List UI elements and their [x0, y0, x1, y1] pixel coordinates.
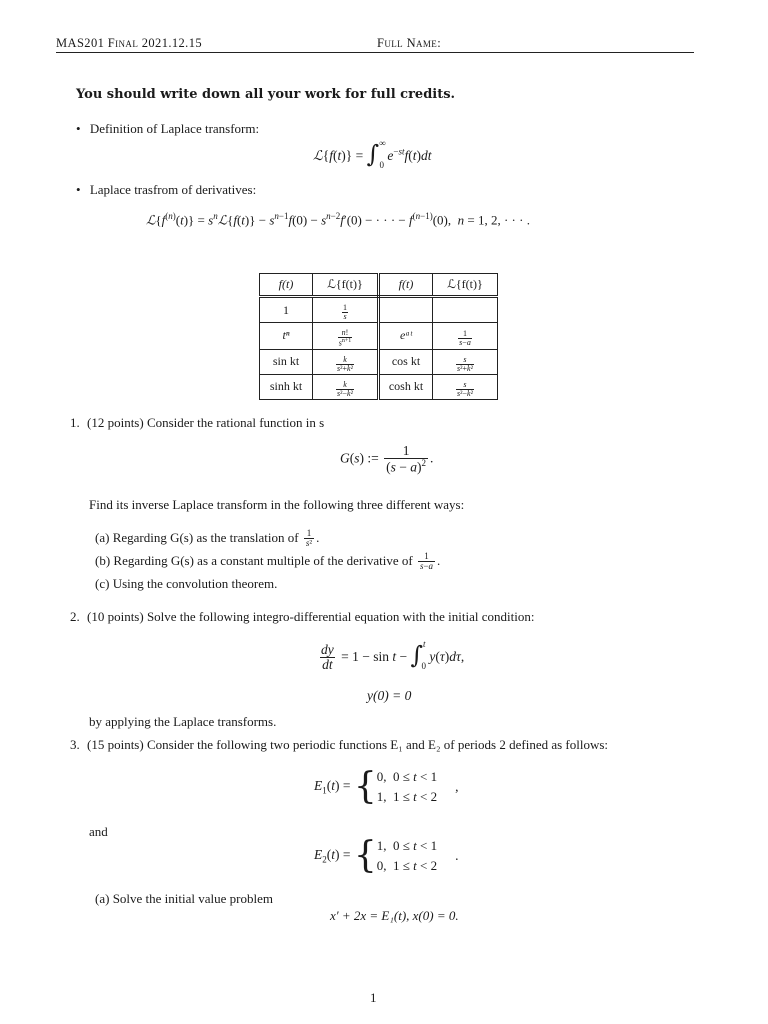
e2-definition: $E_2(t)$ = { 1, 0 ≤ t < 1 0, 1 ≤ t < 2 .	[314, 835, 459, 877]
table-cell: cosh kt	[379, 374, 433, 399]
definition-label: Definition of Laplace transform:	[89, 121, 260, 136]
part-text: Regarding G(s) as a constant multiple of the derivative of	[113, 552, 413, 568]
e1-definition: $E_1(t)$ = { 0, 0 ≤ t < 1 1, 1 ≤ t < 2 ,	[314, 766, 459, 808]
page-number: 1	[370, 990, 377, 1005]
table-header: ℒ{f(t)}	[433, 274, 498, 297]
bullet-definition	[76, 121, 259, 137]
header-rule	[56, 52, 694, 53]
derivatives-label: Laplace trasfrom of derivatives:	[89, 182, 257, 197]
table-header: f(t)	[260, 274, 313, 297]
laplace-definition-equation: ℒ{f(t)} = $\int^\infty_0$ $e^{-st}f(t)dt$	[313, 138, 432, 170]
problem-1-part-c	[95, 576, 277, 592]
problem-2-closing: by applying the Laplace transforms.	[89, 714, 277, 729]
problem-3-ivp: x′ + 2x = E₁(t), x(0) = 0.	[330, 908, 459, 923]
table-cell: $\frac{1}{s}$	[313, 297, 379, 323]
laplace-table	[259, 273, 498, 400]
table-header: f(t)	[379, 274, 433, 297]
table-cell: $\frac{s}{\text{s²+k²}}$	[433, 349, 498, 374]
part-text: Solve the initial value problem	[112, 891, 273, 906]
table-cell	[379, 297, 433, 323]
problem-3-number: 3.	[70, 737, 80, 752]
table-cell: sin kt	[260, 349, 313, 374]
table-cell: $\frac{k}{\text{s²−k²}}$	[313, 374, 379, 399]
name-field-label: Full Name:	[377, 36, 442, 50]
table-cell: $\frac{n!}{s^{n+1}}$	[313, 323, 379, 350]
table-cell: tⁿ	[260, 323, 313, 350]
part-label: (b)	[95, 552, 111, 568]
problem-3-statement	[70, 737, 608, 753]
table-cell: cos kt	[379, 349, 433, 374]
table-row	[260, 323, 498, 350]
table-cell	[433, 297, 498, 323]
course-header: MAS201 Final 2021.12.15	[56, 36, 202, 50]
problem-2-text: (10 points) Solve the following integro-differential equation with the initial condition:	[87, 609, 535, 624]
problem-1-number: 1.	[70, 415, 80, 430]
and-text: and	[89, 824, 108, 839]
table-row	[260, 349, 498, 374]
problem-1-statement	[70, 415, 324, 431]
table-cell: eᵃᵗ	[379, 323, 433, 350]
table-row	[260, 297, 498, 323]
problem-2-equation: $\frac{dy}{dt}$ = 1 − sin t − ∫$^t_0$ y(τ)dτ,	[321, 639, 465, 673]
problem-2-initial-condition: y(0) = 0	[367, 688, 412, 703]
bullet-dot-icon: •	[76, 182, 81, 197]
bullet-dot-icon: •	[76, 121, 81, 136]
table-cell: 1	[260, 297, 313, 323]
problem-1-equation: G(s) := $\frac{1}{(s - a)^2}$ .	[340, 443, 434, 475]
problem-2-statement	[70, 609, 534, 625]
table-header: ℒ{f(t)}	[313, 274, 379, 297]
part-text: Using the convolution theorem.	[112, 576, 278, 591]
problem-1-part-a: (a) Regarding G(s) as the translation of $\frac{1}{\text{s²}}$ .	[95, 528, 320, 549]
table-cell: sinh kt	[260, 374, 313, 399]
table-cell: $\frac{k}{\text{s²+k²}}$	[313, 349, 379, 374]
table-row	[260, 374, 498, 399]
instruction-text: You should write down all your work for full credits.	[76, 87, 456, 102]
derivatives-equation: $ℒ\{f^{(n)}(t)\}$ = $s^nℒ\{f(t)\} - s^{n-1}f(0) - s^{n-2}f'(0)$ − · · · − $f^{(n-1)}(0)$, n = 1, 2, · · · .	[146, 211, 530, 228]
bullet-derivatives	[76, 182, 256, 198]
problem-1-part-b: (b) Regarding G(s) as a constant multiple of the derivative of $\frac{1}{s-a}$ .	[95, 551, 441, 572]
problem-3-part-a	[95, 891, 273, 907]
part-label: (a)	[95, 891, 110, 906]
part-text: Regarding G(s) as the translation of	[112, 529, 299, 545]
part-label: (c)	[95, 576, 110, 591]
table-cell: $\frac{1}{s-a}$	[433, 323, 498, 350]
problem-1-text: (12 points) Consider the rational function in s	[87, 415, 325, 430]
part-label: (a)	[95, 529, 110, 545]
problem-3-text: (15 points) Consider the following two periodic functions E₁ and E₂ of periods 2 defined as follows:	[87, 737, 609, 752]
problem-2-number: 2.	[70, 609, 80, 624]
table-cell: $\frac{s}{\text{s²−k²}}$	[433, 374, 498, 399]
problem-1-instruction: Find its inverse Laplace transform in the following three different ways:	[89, 497, 465, 512]
